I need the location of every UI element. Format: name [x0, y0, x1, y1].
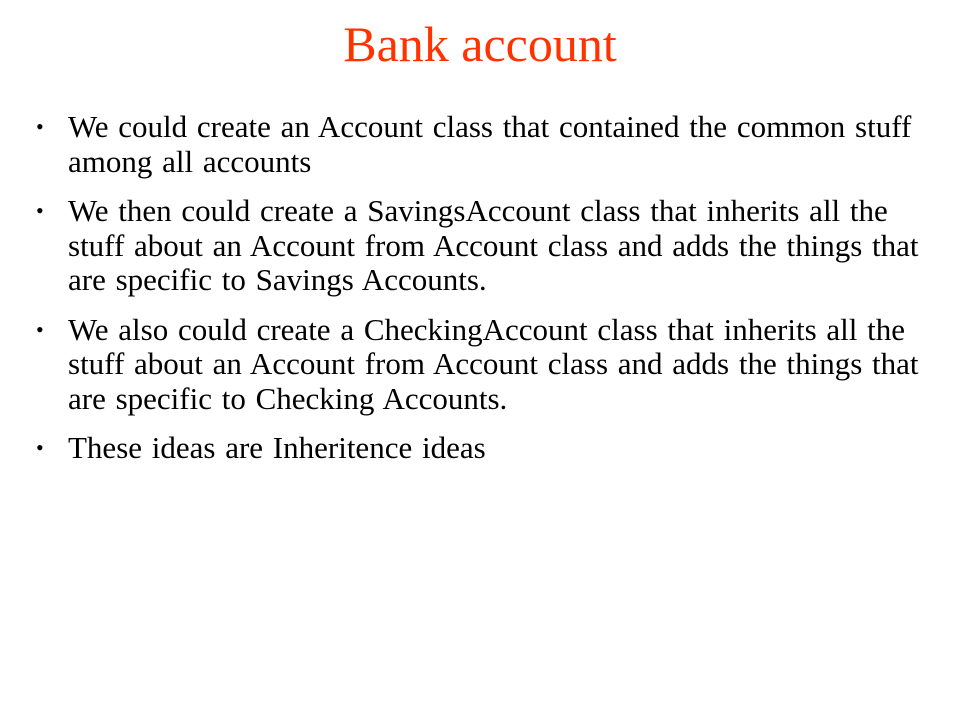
- bullet-dot-icon: •: [36, 198, 44, 223]
- bullet-dot-icon: •: [36, 435, 44, 460]
- bullet-text: We then could create a SavingsAccount class that inherits all the stuff about an Account from Account class and adds the things that are specific to Savings Accounts.: [68, 193, 919, 297]
- bullet-item: [30, 313, 930, 417]
- bullet-dot-icon: •: [36, 316, 44, 342]
- bullet-text: We also could create a CheckingAccount class that inherits all the stuff about an Account from Account class and adds the things that are specific to Checking Accounts.: [68, 311, 919, 416]
- bullet-text: We could create an Account class that contained the common stuff among all accounts: [68, 109, 912, 179]
- bullet-item: [30, 431, 930, 466]
- bullet-item: [30, 110, 930, 179]
- bullet-item: [30, 194, 930, 298]
- bullet-dot-icon: •: [36, 114, 44, 139]
- slide-title: Bank account: [343, 16, 617, 72]
- bullet-list: [30, 110, 930, 481]
- bullet-text: These ideas are Inheritence ideas: [68, 430, 486, 465]
